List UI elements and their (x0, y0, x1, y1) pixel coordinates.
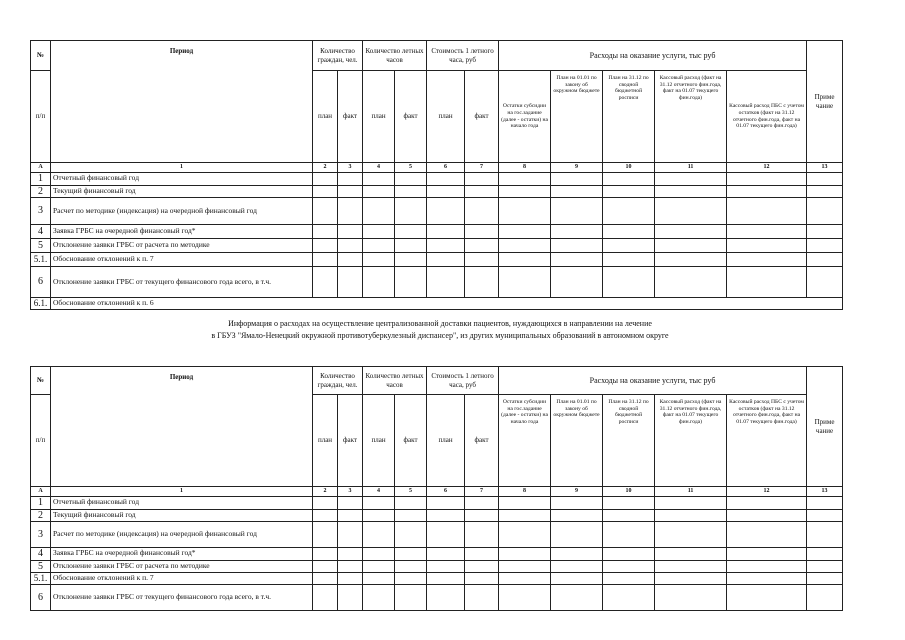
row-number: 1 (31, 497, 51, 510)
cell (655, 253, 727, 267)
cell (499, 267, 551, 298)
cell (603, 253, 655, 267)
row-number: 1 (31, 173, 51, 186)
row-number: 4 (31, 225, 51, 239)
cell (313, 509, 338, 522)
cell (727, 497, 807, 510)
cell (727, 239, 807, 253)
cell (395, 560, 427, 573)
header-remains: Остатки субсидии на гос.задание (далее - остатки) на начало года (499, 395, 551, 487)
cell (807, 173, 843, 186)
colnum-8: 8 (499, 487, 551, 497)
colnum-6: 6 (427, 163, 465, 173)
header-hours: Количество летных часов (363, 367, 427, 395)
cell (655, 225, 727, 239)
cell (499, 560, 551, 573)
cell (313, 560, 338, 573)
cell (465, 509, 499, 522)
row-label: Отклонение заявки ГРБС от текущего финансового года всего, в т.ч. (51, 585, 313, 611)
cell (655, 497, 727, 510)
row-label: Расчет по методике (индексация) на очередной финансовый год (51, 198, 313, 225)
colnum-4: 4 (363, 487, 395, 497)
header-cash: Кассовый расход (факт на 31.12 отчетного фин.года, факт на 01.07 текущего фин.года) (655, 395, 727, 487)
header-citizens-plan: план (313, 71, 338, 163)
caption-line-1: Информация о расходах на осуществление централизованной доставки пациентов, нуждающихся в направлении на лечение (228, 319, 652, 328)
table-row (31, 573, 843, 585)
cell (655, 185, 727, 198)
cell (807, 267, 843, 298)
cell (395, 198, 427, 225)
colnum-5: 5 (395, 487, 427, 497)
cell (395, 225, 427, 239)
cell (727, 267, 807, 298)
cell (313, 253, 338, 267)
cell (363, 253, 395, 267)
header-cost: Стоимость 1 летного часа, руб (427, 367, 499, 395)
cell (551, 497, 603, 510)
cell (313, 185, 338, 198)
cell (363, 185, 395, 198)
cell (655, 173, 727, 186)
cell (395, 585, 427, 611)
cell (465, 560, 499, 573)
cell (727, 173, 807, 186)
cell (655, 573, 727, 585)
colnum-9: 9 (551, 163, 603, 173)
colnum-a: А (31, 487, 51, 497)
cell (395, 497, 427, 510)
cell (338, 509, 363, 522)
cell (807, 522, 843, 548)
cell (313, 173, 338, 186)
cell (427, 522, 465, 548)
row-label: Заявка ГРБС на очередной финансовый год* (51, 225, 313, 239)
row-number: 5 (31, 239, 51, 253)
cell (499, 585, 551, 611)
row-label: Отчетный финансовый год (51, 497, 313, 510)
cell (427, 198, 465, 225)
cell (551, 198, 603, 225)
cell (727, 573, 807, 585)
colnum-6: 6 (427, 487, 465, 497)
cell (338, 548, 363, 561)
cell (551, 185, 603, 198)
row-number: 6 (31, 585, 51, 611)
cell (363, 509, 395, 522)
header-hours-plan: план (363, 71, 395, 163)
cell (603, 509, 655, 522)
cell (427, 497, 465, 510)
header-cash: Кассовый расход (факт на 31.12 отчетного фин.года, факт на 01.07 текущего фин.года) (655, 71, 727, 163)
caption-line-2: в ГБУЗ "Ямало-Ненецкий окружной противотуберкулезный диспансер", из других муниципальных образований в автономном округе (211, 330, 669, 340)
header-np: п/п (31, 395, 51, 487)
cell (313, 239, 338, 253)
cell (727, 198, 807, 225)
cell (603, 173, 655, 186)
cell (603, 548, 655, 561)
cell (313, 497, 338, 510)
cell (313, 198, 338, 225)
cell (313, 585, 338, 611)
row-label: Отклонение заявки ГРБС от расчета по методике (51, 239, 313, 253)
colnum-7: 7 (465, 163, 499, 173)
cell (499, 497, 551, 510)
colnum-2: 2 (313, 163, 338, 173)
header-cost-plan: план (427, 71, 465, 163)
header-no: № (31, 367, 51, 395)
row-number: 5.1. (31, 253, 51, 267)
cell (338, 267, 363, 298)
row-label: Текущий финансовый год (51, 185, 313, 198)
header-hours-plan: план (363, 395, 395, 487)
cell (395, 253, 427, 267)
cell (338, 253, 363, 267)
colnum-2: 2 (313, 487, 338, 497)
cell (313, 522, 338, 548)
cell (338, 173, 363, 186)
cell (807, 239, 843, 253)
header-citizens-plan: план (313, 395, 338, 487)
cell (313, 267, 338, 298)
row-label: Обоснование отклонений к п. 7 (51, 253, 313, 267)
header-cash-pbs: Кассовый расход ПБС с учетом остатков (факт на 31.12 отчетного фин.года, факт на 01.07 текущего фин.года) (727, 395, 807, 487)
colnum-10: 10 (603, 163, 655, 173)
row-label: Расчет по методике (индексация) на очередной финансовый год (51, 522, 313, 548)
cell (655, 267, 727, 298)
cell (465, 497, 499, 510)
row-number: 6 (31, 267, 51, 298)
header-expenses: Расходы на оказание услуги, тыс руб (499, 41, 807, 71)
table-row (31, 585, 843, 611)
cell (465, 573, 499, 585)
colnum-3: 3 (338, 487, 363, 497)
row-number: 2 (31, 185, 51, 198)
cell (338, 560, 363, 573)
header-period: Период (51, 367, 313, 487)
cell (363, 573, 395, 585)
cell (551, 585, 603, 611)
cell (499, 173, 551, 186)
cell (338, 573, 363, 585)
table-row (31, 225, 843, 239)
cell (395, 239, 427, 253)
cell (655, 198, 727, 225)
table-row (31, 198, 843, 225)
cell (395, 267, 427, 298)
cell (807, 198, 843, 225)
cell (363, 585, 395, 611)
cell (551, 522, 603, 548)
cell (727, 185, 807, 198)
cell (363, 560, 395, 573)
cell (655, 509, 727, 522)
row-number: 2 (31, 509, 51, 522)
cell (465, 239, 499, 253)
cell (363, 548, 395, 561)
cell (427, 253, 465, 267)
colnum-1: 1 (51, 487, 313, 497)
header-plan-law: План на 01.01 по закону об окружном бюджете (551, 395, 603, 487)
cell (465, 585, 499, 611)
header-citizens-fact: факт (338, 71, 363, 163)
cell (603, 497, 655, 510)
cell (465, 522, 499, 548)
cell (465, 173, 499, 186)
row-label: Отклонение заявки ГРБС от текущего финансового года всего, в т.ч. (51, 267, 313, 298)
cell (551, 173, 603, 186)
cell (551, 548, 603, 561)
cell (499, 548, 551, 561)
table-row (31, 509, 843, 522)
colnum-a: А (31, 163, 51, 173)
row-number: 3 (31, 522, 51, 548)
cell (363, 225, 395, 239)
header-hours: Количество летных часов (363, 41, 427, 71)
cell (465, 267, 499, 298)
cell (363, 267, 395, 298)
cell (551, 267, 603, 298)
cell (427, 185, 465, 198)
cell (603, 522, 655, 548)
cell (603, 585, 655, 611)
cell (603, 560, 655, 573)
cell (465, 225, 499, 239)
cell (313, 225, 338, 239)
table-row (31, 497, 843, 510)
cell (395, 173, 427, 186)
cell (655, 522, 727, 548)
cell (807, 253, 843, 267)
cell (499, 185, 551, 198)
header-cash-pbs: Кассовый расход ПБС с учетом остатков (факт на 31.12 отчетного фин.года, факт на 01.07 текущего фин.года) (727, 71, 807, 163)
cell (655, 585, 727, 611)
cell (655, 548, 727, 561)
cell (338, 239, 363, 253)
row-label: Отклонение заявки ГРБС от расчета по методике (51, 560, 313, 573)
row-number: 6.1. (31, 298, 51, 310)
cell (465, 548, 499, 561)
row-label: Текущий финансовый год (51, 509, 313, 522)
cell (363, 173, 395, 186)
cell (338, 225, 363, 239)
cell (427, 573, 465, 585)
colnum-13: 13 (807, 487, 843, 497)
cell (363, 522, 395, 548)
cell (807, 573, 843, 585)
cell (603, 267, 655, 298)
cell (603, 239, 655, 253)
cell (727, 225, 807, 239)
cell (807, 585, 843, 611)
cell (499, 253, 551, 267)
cell (655, 560, 727, 573)
cell (603, 185, 655, 198)
colnum-13: 13 (807, 163, 843, 173)
cell (499, 225, 551, 239)
header-hours-fact: факт (395, 71, 427, 163)
row-label: Обоснование отклонений к п. 7 (51, 573, 313, 585)
cell (499, 198, 551, 225)
header-cost-fact: факт (465, 71, 499, 163)
cell (427, 509, 465, 522)
cell (363, 198, 395, 225)
cell (551, 239, 603, 253)
table-row (31, 522, 843, 548)
cell (551, 573, 603, 585)
header-hours-fact: факт (395, 395, 427, 487)
cell (727, 253, 807, 267)
cell (395, 548, 427, 561)
cell (727, 509, 807, 522)
cell (395, 573, 427, 585)
header-note: Приме чание (807, 367, 843, 487)
header-plan-list: План на 31.12 по сводной бюджетной росписи (603, 71, 655, 163)
cell (551, 253, 603, 267)
row-number: 5.1. (31, 573, 51, 585)
colnum-10: 10 (603, 487, 655, 497)
cell (338, 185, 363, 198)
table-row (31, 253, 843, 267)
cell (427, 173, 465, 186)
cell (807, 225, 843, 239)
cell (551, 225, 603, 239)
colnum-11: 11 (655, 487, 727, 497)
cell (727, 560, 807, 573)
row-label: Отчетный финансовый год (51, 173, 313, 186)
cell (603, 225, 655, 239)
cell (655, 239, 727, 253)
header-period: Период (51, 41, 313, 163)
row-label: Обоснование отклонений к п. 6 (51, 298, 843, 310)
row-number: 4 (31, 548, 51, 561)
colnum-3: 3 (338, 163, 363, 173)
table-row (31, 267, 843, 298)
cell (499, 509, 551, 522)
header-no: № (31, 41, 51, 71)
cell (727, 548, 807, 561)
cell (499, 522, 551, 548)
colnum-9: 9 (551, 487, 603, 497)
colnum-12: 12 (727, 487, 807, 497)
cell (395, 509, 427, 522)
table-row (31, 548, 843, 561)
cell (465, 185, 499, 198)
row-number: 5 (31, 560, 51, 573)
cell (395, 522, 427, 548)
cell (427, 548, 465, 561)
cell (807, 548, 843, 561)
expenses-table-2 (30, 366, 843, 611)
cell (427, 585, 465, 611)
table-row (31, 173, 843, 186)
header-expenses: Расходы на оказание услуги, тыс руб (499, 367, 807, 395)
cell (427, 225, 465, 239)
colnum-4: 4 (363, 163, 395, 173)
header-np: п/п (31, 71, 51, 163)
cell (338, 585, 363, 611)
expenses-table-1 (30, 40, 843, 310)
cell (465, 253, 499, 267)
cell (727, 585, 807, 611)
cell (807, 560, 843, 573)
cell (363, 239, 395, 253)
table-row (31, 298, 843, 310)
section-caption (60, 318, 820, 341)
colnum-12: 12 (727, 163, 807, 173)
header-citizens-fact: факт (338, 395, 363, 487)
table-row (31, 560, 843, 573)
colnum-1: 1 (51, 163, 313, 173)
cell (313, 573, 338, 585)
header-plan-list: План на 31.12 по сводной бюджетной росписи (603, 395, 655, 487)
header-note: Приме чание (807, 41, 843, 163)
cell (313, 548, 338, 561)
colnum-11: 11 (655, 163, 727, 173)
colnum-8: 8 (499, 163, 551, 173)
cell (551, 560, 603, 573)
cell (499, 573, 551, 585)
cell (603, 198, 655, 225)
cell (427, 239, 465, 253)
header-citizens: Количество граждан, чел. (313, 41, 363, 71)
cell (727, 522, 807, 548)
cell (338, 497, 363, 510)
header-cost-fact: факт (465, 395, 499, 487)
cell (338, 522, 363, 548)
colnum-5: 5 (395, 163, 427, 173)
cell (807, 185, 843, 198)
row-label: Заявка ГРБС на очередной финансовый год* (51, 548, 313, 561)
cell (499, 239, 551, 253)
cell (807, 497, 843, 510)
header-cost-plan: план (427, 395, 465, 487)
cell (551, 509, 603, 522)
cell (427, 560, 465, 573)
row-number: 3 (31, 198, 51, 225)
header-remains: Остатки субсидии на гос.задание (далее - остатки) на начало года (499, 71, 551, 163)
table-row (31, 239, 843, 253)
header-cost: Стоимость 1 летного часа, руб (427, 41, 499, 71)
colnum-7: 7 (465, 487, 499, 497)
cell (395, 185, 427, 198)
table-row (31, 185, 843, 198)
cell (338, 198, 363, 225)
cell (427, 267, 465, 298)
cell (807, 509, 843, 522)
cell (465, 198, 499, 225)
cell (603, 573, 655, 585)
header-plan-law: План на 01.01 по закону об окружном бюджете (551, 71, 603, 163)
cell (363, 497, 395, 510)
header-citizens: Количество граждан, чел. (313, 367, 363, 395)
